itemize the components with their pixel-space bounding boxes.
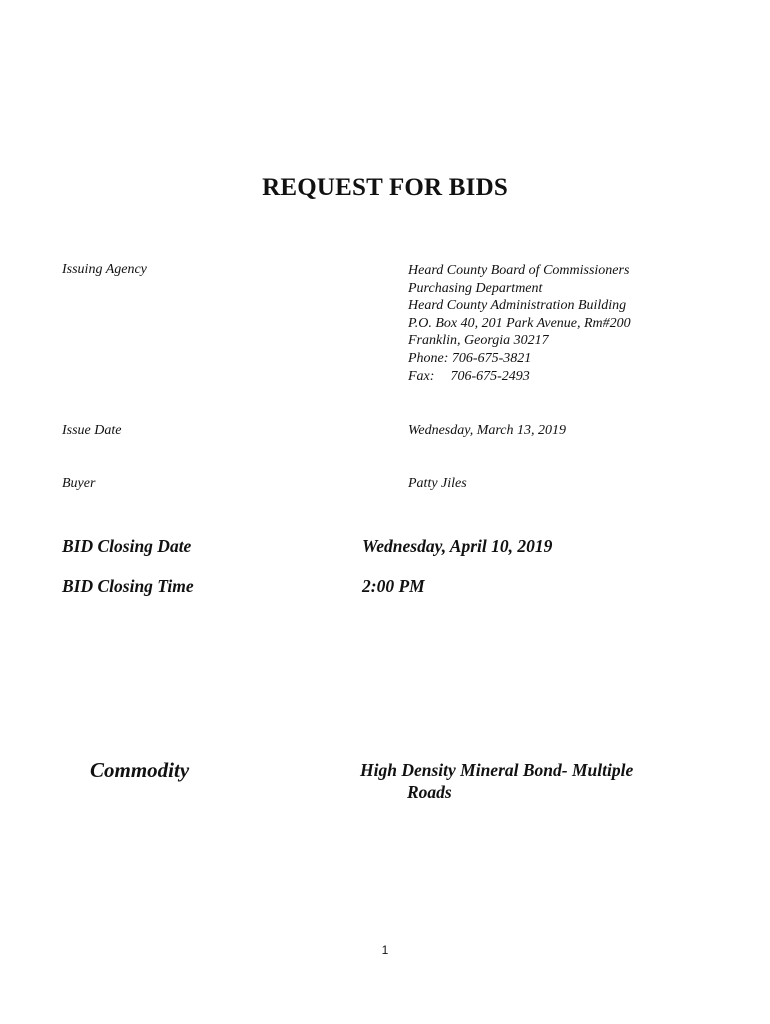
commodity-label: Commodity: [90, 758, 190, 782]
address-line: Heard County Administration Building: [408, 298, 627, 314]
fax-value: 706-675-2493: [450, 368, 530, 384]
issuing-agency-label: Issuing Agency: [62, 262, 147, 277]
issue-date-label: Issue Date: [62, 423, 122, 438]
bid-closing-date-label: BID Closing Date: [62, 536, 192, 556]
phone-line: Phone: 706-675-3821: [408, 350, 532, 366]
commodity-value-line2: Roads: [407, 782, 452, 802]
address-line: Purchasing Department: [408, 280, 543, 296]
buyer-label: Buyer: [62, 476, 96, 491]
issue-date-value: Wednesday, March 13, 2019: [408, 423, 566, 438]
fax-label: Fax:: [408, 368, 435, 384]
bid-closing-date-value: Wednesday, April 10, 2019: [362, 536, 553, 556]
address-line: Franklin, Georgia 30217: [408, 333, 549, 349]
buyer-value: Patty Jiles: [408, 476, 467, 491]
address-line: Heard County Board of Commissioners: [408, 263, 630, 278]
document-title: REQUEST FOR BIDS: [262, 174, 508, 201]
bid-closing-time-value: 2:00 PM: [362, 576, 425, 596]
issuing-agency-address: [408, 262, 631, 385]
address-line: P.O. Box 40, 201 Park Avenue, Rm#200: [408, 315, 631, 331]
commodity-value-line1: High Density Mineral Bond- Multiple: [360, 760, 634, 780]
bid-closing-time-label: BID Closing Time: [62, 576, 194, 596]
fax-line: [408, 368, 631, 386]
page-number: 1: [381, 943, 389, 957]
